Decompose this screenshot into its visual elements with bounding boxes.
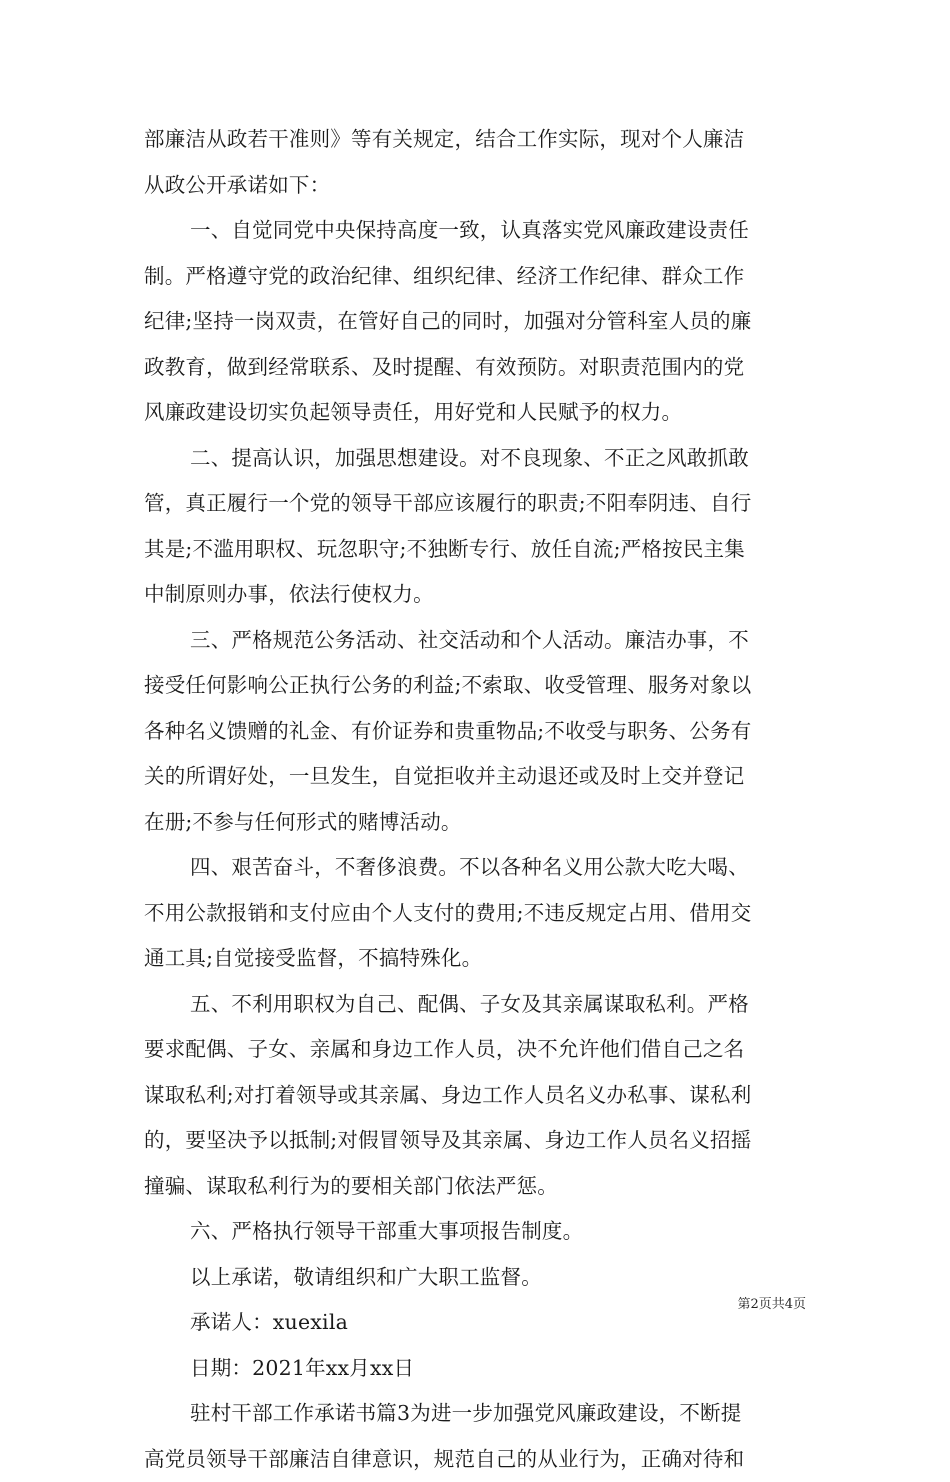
text-line: 中制原则办事，依法行使权力。	[144, 572, 810, 618]
text-line: 管，真正履行一个党的领导干部应该履行的职责;不阳奉阴违、自行	[144, 481, 810, 527]
text-line: 各种名义馈赠的礼金、有价证券和贵重物品;不收受与职务、公务有	[144, 709, 810, 755]
text-line: 高党员领导干部廉洁自律意识，规范自己的从业行为，正确对待和	[144, 1437, 810, 1482]
text-line: 制。严格遵守党的政治纪律、组织纪律、经济工作纪律、群众工作	[144, 254, 810, 300]
text-line: 政教育，做到经常联系、及时提醒、有效预防。对职责范围内的党	[144, 345, 810, 391]
text-line: 承诺人：xuexila	[144, 1300, 810, 1346]
text-line: 以上承诺，敬请组织和广大职工监督。	[144, 1255, 810, 1301]
text-line: 不用公款报销和支付应由个人支付的费用;不违反规定占用、借用交	[144, 891, 810, 937]
text-line: 接受任何影响公正执行公务的利益;不索取、收受管理、服务对象以	[144, 663, 810, 709]
text-line: 纪律;坚持一岗双责，在管好自己的同时，加强对分管科室人员的廉	[144, 299, 810, 345]
text-line: 其是;不滥用职权、玩忽职守;不独断专行、放任自流;严格按民主集	[144, 527, 810, 573]
page-number: 第2页共4页	[737, 1297, 806, 1313]
text-line: 六、严格执行领导干部重大事项报告制度。	[144, 1209, 810, 1255]
text-line: 三、严格规范公务活动、社交活动和个人活动。廉洁办事，不	[144, 618, 810, 664]
text-line: 二、提高认识，加强思想建设。对不良现象、不正之风敢抓敢	[144, 436, 810, 482]
text-line: 风廉政建设切实负起领导责任，用好党和人民赋予的权力。	[144, 390, 810, 436]
text-line: 部廉洁从政若干准则》等有关规定，结合工作实际，现对个人廉洁	[144, 117, 810, 163]
text-line: 驻村干部工作承诺书篇3为进一步加强党风廉政建设，不断提	[144, 1391, 810, 1437]
text-line: 五、不利用职权为自己、配偶、子女及其亲属谋取私利。严格	[144, 982, 810, 1028]
text-line: 的，要坚决予以抵制;对假冒领导及其亲属、身边工作人员名义招摇	[144, 1118, 810, 1164]
text-line: 从政公开承诺如下：	[144, 163, 810, 209]
text-line: 在册;不参与任何形式的赌博活动。	[144, 800, 810, 846]
text-line: 要求配偶、子女、亲属和身边工作人员，决不允许他们借自己之名	[144, 1027, 810, 1073]
text-line: 关的所谓好处，一旦发生，自觉拒收并主动退还或及时上交并登记	[144, 754, 810, 800]
text-line: 一、自觉同党中央保持高度一致，认真落实党风廉政建设责任	[144, 208, 810, 254]
text-line: 四、艰苦奋斗，不奢侈浪费。不以各种名义用公款大吃大喝、	[144, 845, 810, 891]
document-body	[144, 117, 810, 1482]
text-line: 通工具;自觉接受监督，不搞特殊化。	[144, 936, 810, 982]
text-line: 日期：2021年xx月xx日	[144, 1346, 810, 1392]
text-line: 撞骗、谋取私利行为的要相关部门依法严惩。	[144, 1164, 810, 1210]
text-line: 谋取私利;对打着领导或其亲属、身边工作人员名义办私事、谋私利	[144, 1073, 810, 1119]
